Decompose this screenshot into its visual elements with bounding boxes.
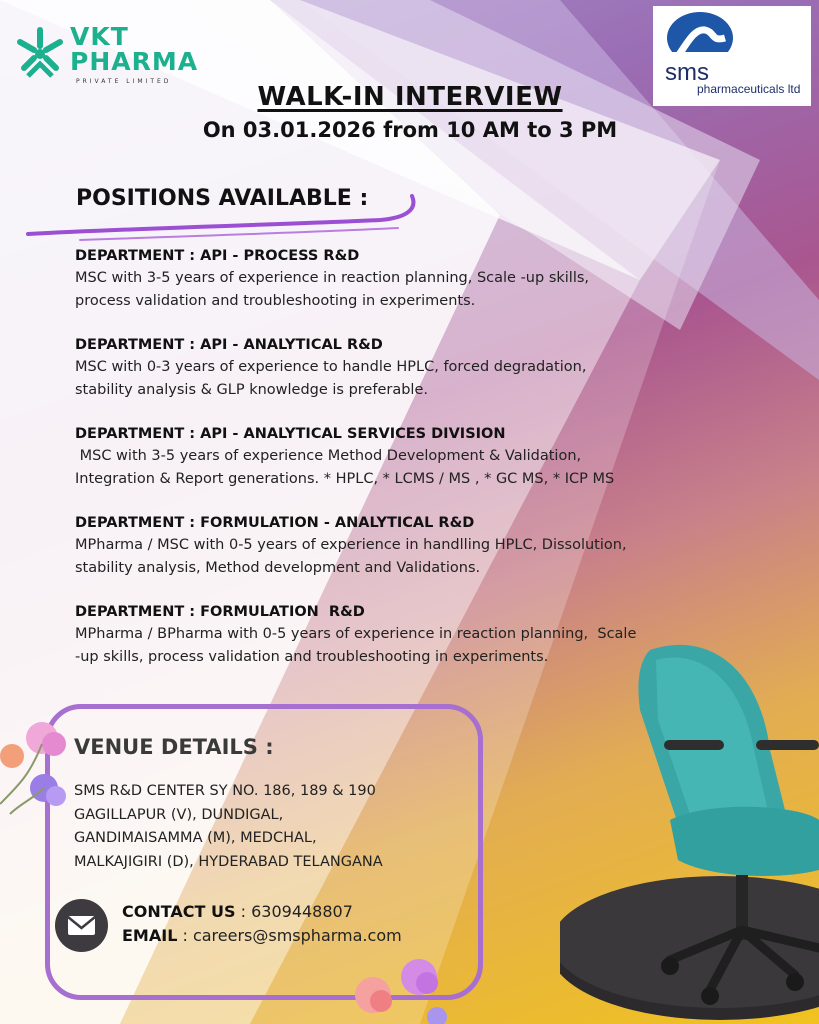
department-description: MPharma / MSC with 0-5 years of experience in handlling HPLC, Dissolution, stability analysis, Method development and Validations. <box>75 537 627 576</box>
venue-address-line: GANDIMAISAMMA (M), MEDCHAL, <box>74 830 317 846</box>
department-item <box>75 335 775 402</box>
department-item <box>75 246 775 313</box>
department-name: DEPARTMENT : API - PROCESS R&D <box>75 248 360 264</box>
headline <box>150 82 670 142</box>
venue-address-line: GAGILLAPUR (V), DUNDIGAL, <box>74 806 284 823</box>
headline-title: WALK-IN INTERVIEW <box>257 82 563 112</box>
department-name: DEPARTMENT : FORMULATION R&D <box>75 604 365 620</box>
chair-icon <box>560 630 819 1024</box>
vkt-subtitle: PRIVATE LIMITED <box>76 78 172 85</box>
venue-address-line: MALKAJIGIRI (D), HYDERABAD TELANGANA <box>74 853 383 870</box>
flower-icon <box>345 955 455 1024</box>
department-name: DEPARTMENT : FORMULATION - ANALYTICAL R&D <box>75 515 475 531</box>
flower-icon <box>0 714 80 824</box>
sms-logo-icon <box>665 8 735 64</box>
contact-block <box>122 900 402 948</box>
contact-phone-value: : 6309448807 <box>235 902 353 921</box>
vkt-brand-name <box>70 24 198 74</box>
sms-subtitle: pharmaceuticals ltd <box>697 82 801 96</box>
department-list <box>75 246 775 691</box>
vkt-line2: PHARMA <box>70 47 199 76</box>
venue-heading: VENUE DETAILS : <box>74 735 274 759</box>
contact-label: CONTACT US <box>122 902 236 921</box>
department-description: MSC with 0-3 years of experience to handle HPLC, forced degradation, stability analysis & GLP knowledge is preferable. <box>75 359 587 398</box>
sms-word: sms <box>665 59 709 86</box>
department-name: DEPARTMENT : API - ANALYTICAL SERVICES DIVISION <box>75 426 506 442</box>
email-value: : careers@smspharma.com <box>177 926 402 945</box>
email-label: EMAIL <box>122 926 178 945</box>
mail-icon <box>55 899 108 952</box>
department-name: DEPARTMENT : API - ANALYTICAL R&D <box>75 337 383 353</box>
vkt-line1: VKT <box>70 22 129 51</box>
department-description: MSC with 3-5 years of experience in reaction planning, Scale -up skills, process validation and troubleshooting in experiments. <box>75 270 590 309</box>
contact-email <box>122 924 402 948</box>
contact-phone <box>122 900 402 924</box>
sms-pharma-logo <box>653 6 811 106</box>
department-description: MSC with 3-5 years of experience Method Development & Validation, Integration & Report generations. * HPLC, * LCMS / MS , * GC MS, * ICP MS <box>75 448 615 487</box>
department-item <box>75 513 775 580</box>
venue-address-line: SMS R&D CENTER SY NO. 186, 189 & 190 <box>74 783 376 799</box>
vkt-logo-icon <box>14 26 66 82</box>
headline-date: On 03.01.2026 from 10 AM to 3 PM <box>202 118 618 142</box>
positions-heading: POSITIONS AVAILABLE : <box>76 186 369 211</box>
venue-address <box>74 780 474 874</box>
department-item <box>75 424 775 491</box>
department-description: MPharma / BPharma with 0-5 years of experience in reaction planning, Scale -up skills, process validation and troubleshooting in experiments. <box>75 626 637 665</box>
